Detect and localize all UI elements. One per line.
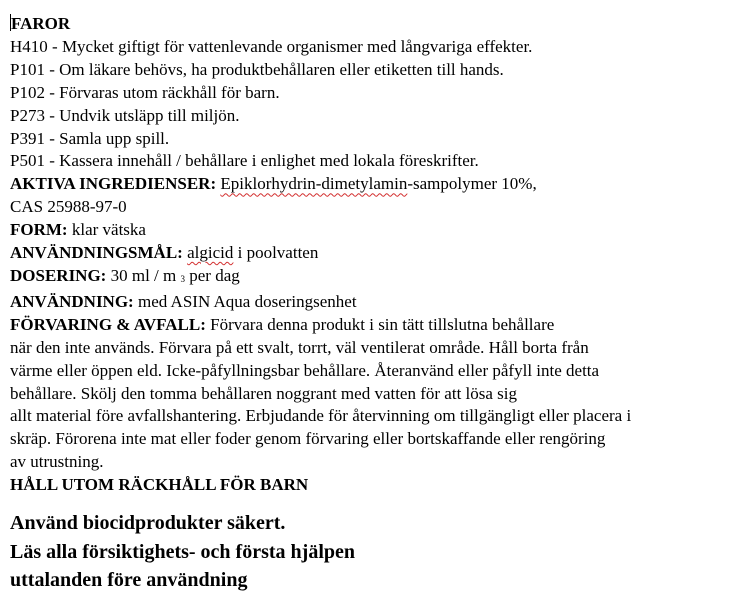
storage-line [10, 314, 750, 337]
dosage-exponent: 3 [180, 273, 186, 284]
child-warning: HÅLL UTOM RÄCKHÅLL FÖR BARN [10, 475, 309, 495]
usage-label: ANVÄNDNING: [10, 291, 134, 311]
hazard-statement: P273 - Undvik utsläpp till miljön. [10, 105, 240, 125]
footer-line: uttalanden före användning [10, 569, 248, 592]
hazard-statement: P501 - Kassera innehåll / behållare i enlighet med lokala föreskrifter. [10, 151, 479, 171]
purpose-line [10, 242, 750, 265]
active-ingredients-post: -sampolymer 10%, [407, 174, 537, 194]
document-body [10, 13, 750, 595]
storage-text-line: när den inte används. Förvara på ett svalt, torrt, väl ventilerat område. Håll borta från [10, 337, 589, 357]
hazards-heading: FAROR [11, 14, 71, 33]
storage-first-line: Förvara denna produkt i sin tätt tillslutna behållare [205, 314, 555, 334]
storage-text-line: allt material före avfallshantering. Erbjudande för återvinning om tillgängligt eller placera i [10, 406, 632, 426]
active-ingredients-label: AKTIVA INGREDIENSER: [10, 174, 217, 194]
footer-line: Läs alla försiktighets- och första hjälpen [10, 540, 355, 563]
spellcheck-flagged-word: algicid [187, 243, 234, 263]
dosage-pre: 30 ml / m [106, 265, 181, 285]
storage-text-line: behållare. Skölj den tomma behållaren noggrant med vatten för att lösa sig [10, 383, 518, 403]
form-line [10, 219, 750, 242]
dosage-line [10, 265, 750, 291]
usage-value: med ASIN Aqua doseringsenhet [133, 291, 357, 311]
hazard-statement: P391 - Samla upp spill. [10, 128, 170, 148]
hazard-statement: P102 - Förvaras utom räckhåll för barn. [10, 82, 280, 102]
storage-text-line: skräp. Förorena inte mat eller foder genom förvaring eller bortskaffande eller rengöring [10, 429, 606, 449]
storage-text-line: av utrustning. [10, 452, 104, 472]
hazard-statement: H410 - Mycket giftigt för vattenlevande organismer med långvariga effekter. [10, 36, 533, 56]
storage-text-line: värme eller öppen eld. Icke-påfyllningsbar behållare. Återanvänd eller påfyll inte detta [10, 360, 600, 380]
purpose-post: i poolvatten [233, 243, 319, 263]
storage-label: FÖRVARING & AVFALL: [10, 314, 206, 334]
dosage-label: DOSERING: [10, 265, 107, 285]
form-label: FORM: [10, 220, 68, 240]
usage-line [10, 291, 750, 314]
spellcheck-flagged-word: Epiklorhydrin-dimetylamin [220, 174, 408, 194]
hazards-heading-line [10, 13, 750, 36]
purpose-label: ANVÄNDNINGSMÅL: [10, 243, 183, 263]
form-value: klar vätska [67, 220, 146, 240]
footer-line: Använd biocidprodukter säkert. [10, 512, 286, 535]
footer-notice [10, 509, 750, 595]
hazard-statement: P101 - Om läkare behövs, ha produktbehållaren eller etiketten till hands. [10, 59, 504, 79]
active-ingredients-line [10, 173, 750, 196]
dosage-post: per dag [185, 265, 240, 285]
cas-number: CAS 25988-97-0 [10, 197, 127, 217]
